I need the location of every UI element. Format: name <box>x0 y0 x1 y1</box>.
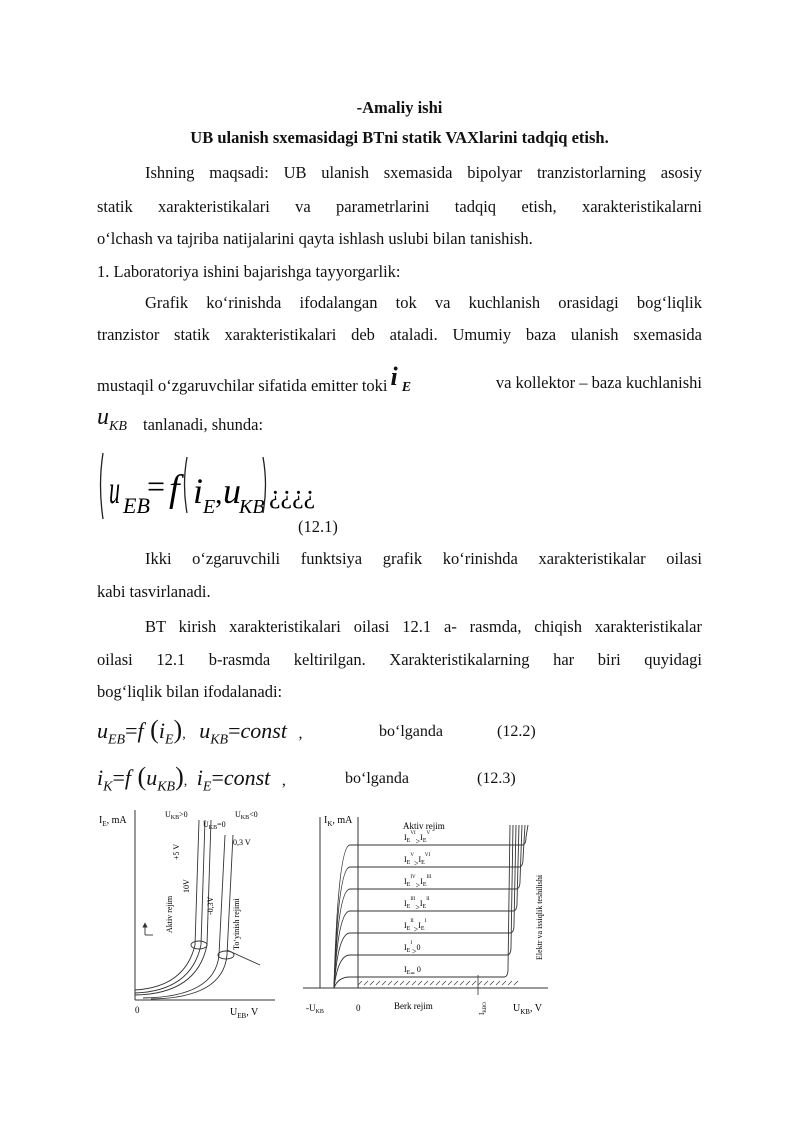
hatch-berk <box>358 981 518 985</box>
output-curve-label: $I_E^V>I_E^{VI}$ <box>404 853 431 868</box>
paragraph-line: kabi tasvirlanadi. <box>97 582 211 601</box>
eq-word: bo‘lganda <box>345 770 409 787</box>
marker-ellipse <box>191 941 207 949</box>
symbol-u: u <box>97 404 109 430</box>
svg-text:,: , <box>215 477 223 510</box>
paragraph-line: Ishning maqsadi: UB ulanish sxemasida bipolyar tranzistorlarning asosiy <box>145 163 702 182</box>
curve-4 <box>143 835 225 998</box>
output-curve-label: $I_E^{II}>I_E^I$ <box>404 919 427 934</box>
output-curve-label: $I_E^I>0$ <box>404 941 421 956</box>
origin-label: 0 <box>135 1005 140 1015</box>
eq-word: bo‘lganda <box>379 723 443 740</box>
paragraph-line: BT kirish xarakteristikalari oilasi 12.1 a- rasmda, chiqish xarakteristikalar <box>145 617 702 636</box>
label-03v: 0,3 V <box>233 838 251 847</box>
paragraph-line <box>97 404 702 437</box>
eq-sub: EB <box>108 732 126 748</box>
eq-sub: K <box>103 779 113 795</box>
axis-label-x: $U_{KB}$, V <box>513 1003 543 1016</box>
eq-sub: KB <box>157 779 176 795</box>
equation-number: (12.1) <box>298 517 338 536</box>
label-ukb-neg: $U_{KB}<0$ <box>235 810 258 821</box>
figure-a-input-characteristics <box>95 805 280 1020</box>
eq-symbol: u <box>199 718 211 743</box>
paragraph-line <box>97 362 702 398</box>
svg-text:¿¿¿¿: ¿¿¿¿ <box>269 480 316 509</box>
svg-text:u: u <box>223 471 241 511</box>
svg-text:i: i <box>193 471 204 511</box>
output-curve <box>334 825 528 988</box>
label-toyinish-rejimi: To‘yinish rejimi <box>232 898 241 950</box>
equation-12-3: $i_K=f$ $(u_{KB})$, $i_E=const$ , bo‘lganda (12.3) <box>97 762 516 795</box>
label-ukb-zero: $U_{KB}=0$ <box>203 820 226 831</box>
label-minus03v: -0,3V <box>206 896 215 915</box>
section-heading: 1. Laboratoriya ishini bajarishga tayyorgarlik: <box>97 262 401 281</box>
output-curve-labels <box>404 831 432 978</box>
svg-text:E: E <box>203 496 216 518</box>
eq-const: const <box>240 718 287 743</box>
aktiv-rejim-label: Aktiv rejim <box>403 821 445 831</box>
ikbo-label: $I_{KBO}$ <box>478 1002 488 1015</box>
label-plus5v: +5 V <box>172 843 181 860</box>
output-curve-label: $I_E^{VI}>I_E^V$ <box>404 831 431 846</box>
axis-label-y: $I_E$, mA <box>99 815 127 828</box>
text-span: tanlanadi, shunda: <box>143 415 264 434</box>
eq-sub: E <box>202 779 212 795</box>
svg-text:f: f <box>169 468 180 510</box>
teshilish-label: Elektr va issiqlik teshilishi <box>535 874 544 960</box>
paragraph-line: bog‘liqlik bilan ifodalanadi: <box>97 682 283 701</box>
output-curves <box>334 825 528 988</box>
text-span: mustaqil o‘zgaruvchilar sifatida emitter toki <box>97 376 388 395</box>
axis-label-x: $U_{EB}$, V <box>230 1007 259 1020</box>
origin-label: 0 <box>356 1003 361 1013</box>
symbol-i: i <box>390 362 398 391</box>
svg-text:EB: EB <box>123 493 150 518</box>
svg-text:=: = <box>147 468 166 504</box>
symbol-sub-kb: KB <box>109 419 127 434</box>
output-curve <box>334 825 522 988</box>
svg-text:u: u <box>109 467 121 512</box>
paragraph-line: Ikki o‘zgaruvchili funktsiya grafik ko‘rinishda xarakteristikalar oilasi <box>145 549 702 568</box>
output-curve-label: $I_E= 0$ <box>404 965 421 978</box>
axis-label-y: $I_K$, mA <box>324 815 353 828</box>
figure-b-output-characteristics <box>298 805 560 1020</box>
eq-symbol: i <box>97 765 104 790</box>
paragraph-line: Grafik ko‘rinishda ifodalangan tok va kuchlanish orasidagi bog‘liqlik <box>145 293 702 312</box>
berk-rejim-label: Berk rejim <box>394 1001 433 1011</box>
equation-number: (12.2) <box>497 723 536 740</box>
input-curves <box>135 820 260 1000</box>
label-ukb-pos: $U_{KB}>0$ <box>165 810 188 821</box>
paragraph-line: o‘lchash va tajriba natijalarini qayta ishlash uslubi bilan tanishish. <box>97 229 533 248</box>
paragraph-line: statik xarakteristikalari va parametrlarini tadqiq etish, xarakteristikalarni <box>97 197 702 216</box>
eq-symbol: u <box>97 718 108 743</box>
output-curve <box>334 825 525 988</box>
label-10v: 10V <box>182 879 191 893</box>
eq-sub: KB <box>210 732 229 748</box>
eq-symbol: u <box>146 765 158 790</box>
equation-12-2: $u_{EB}=f$ $(i_E)$, $u_{KB}=const$ , bo‘lganda (12.2) <box>97 715 536 748</box>
output-curve <box>334 825 519 988</box>
symbol-sub-e: E <box>401 380 412 395</box>
page-subtitle: UB ulanish sxemasidagi BTni statik VAXlarini tadqiq etish. <box>190 128 609 147</box>
page-title: -Amaliy ishi <box>356 98 443 117</box>
equation-number: (12.3) <box>477 770 516 787</box>
equation-12-1 <box>97 445 316 525</box>
eq-sub: E <box>164 732 174 748</box>
eq-const: const <box>223 765 271 790</box>
svg-text:KB: KB <box>239 496 265 518</box>
text-span: va kollektor – baza kuchlanishi <box>495 373 702 392</box>
paragraph-line: oilasi 12.1 b-rasmda keltirilgan. Xarakteristikalarning har biri quyidagi <box>97 650 702 669</box>
eq-symbol: i <box>158 718 165 743</box>
paragraph-line: tranzistor statik xarakteristikalari deb ataladi. Umumiy baza ulanish sxemasida <box>97 325 702 344</box>
output-curve-label: $I_E^{IV}>I_E^{III}$ <box>404 875 432 890</box>
neg-ukb-label: $-U_{KB}$ <box>306 1003 324 1015</box>
label-aktiv-rejim: Aktiv rejim <box>165 895 174 933</box>
eq-symbol: i <box>196 765 203 790</box>
output-curve-label: $I_E^{III}>I_E^{II}$ <box>404 897 430 912</box>
